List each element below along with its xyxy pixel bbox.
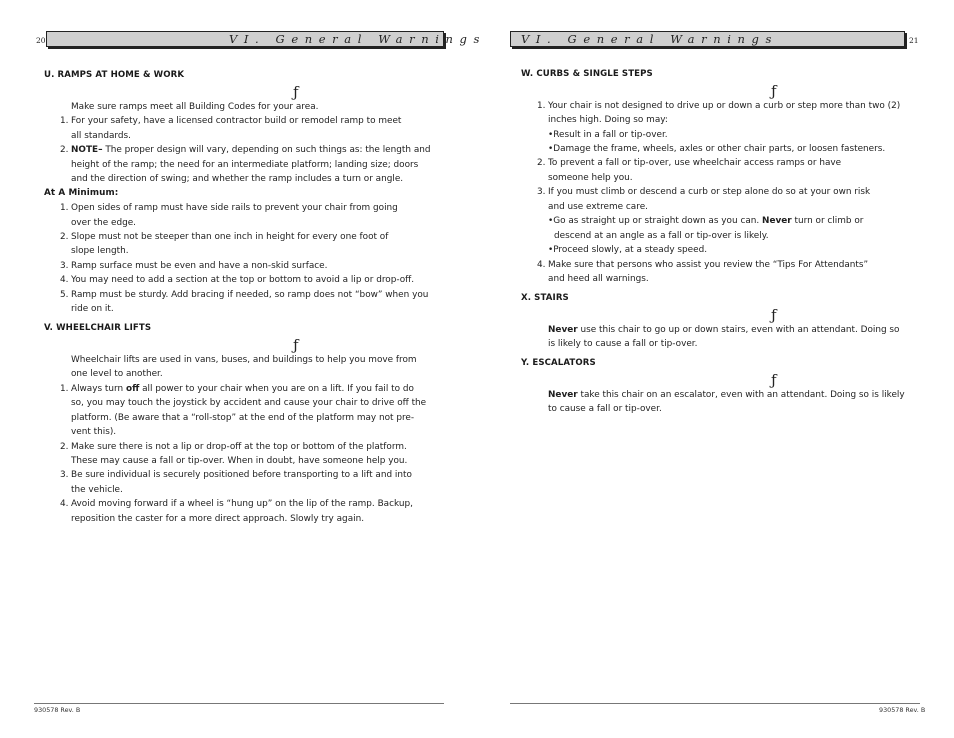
list-item: 1. Always turn off all power to your chair when you are on a lift. If you fail to do bbox=[60, 384, 414, 394]
footer-rule bbox=[510, 703, 920, 704]
text-line: over the edge. bbox=[71, 218, 137, 228]
warning-symbol-icon: ƒ bbox=[771, 82, 777, 100]
text-line: Never take this chair on an escalator, even with an attendant. Doing so is likely bbox=[548, 390, 905, 400]
text-line: These may cause a fall or tip-over. When in doubt, have someone help you. bbox=[71, 456, 408, 466]
bullet-item: •Go as straight up or straight down as you can. Never turn or climb or bbox=[548, 216, 864, 226]
text-line: and use extreme care. bbox=[548, 202, 648, 212]
footer-revision: 930578 Rev. B bbox=[879, 706, 926, 714]
text-line: platform. (Be aware that a “roll-stop” at the end of the platform may not pre- bbox=[71, 413, 415, 423]
footer-revision: 930578 Rev. B bbox=[34, 706, 81, 714]
text-line: inches high. Doing so may: bbox=[548, 115, 668, 125]
bullet-item: •Proceed slowly, at a steady speed. bbox=[548, 245, 708, 255]
text-line: Make sure ramps meet all Building Codes for your area. bbox=[71, 102, 319, 112]
list-item: 1. For your safety, have a licensed contractor build or remodel ramp to meet bbox=[60, 116, 402, 126]
text-line: Wheelchair lifts are used in vans, buses, and buildings to help you move from bbox=[71, 355, 417, 365]
text-line: and heed all warnings. bbox=[548, 274, 649, 284]
text-line: to cause a fall or tip-over. bbox=[548, 404, 662, 414]
bullet-item: •Result in a fall or tip-over. bbox=[548, 130, 668, 140]
warning-symbol-icon: ƒ bbox=[771, 371, 777, 389]
text-line: and the direction of swing; and whether the ramp includes a turn or angle. bbox=[71, 174, 404, 184]
subheading-minimum: At A Minimum: bbox=[44, 188, 119, 198]
warning-symbol-icon: ƒ bbox=[771, 306, 777, 324]
warning-symbol-icon: ƒ bbox=[293, 83, 299, 101]
list-item: 4. You may need to add a section at the top or bottom to avoid a lip or drop-off. bbox=[60, 275, 415, 285]
text-line: all standards. bbox=[71, 131, 132, 141]
text-line: height of the ramp; the need for an intermediate platform; landing size; doors bbox=[71, 160, 419, 170]
warning-symbol-icon: ƒ bbox=[293, 336, 299, 354]
list-item: 1. Open sides of ramp must have side rails to prevent your chair from going bbox=[60, 203, 398, 213]
chapter-header: VI. General Warnings bbox=[46, 31, 444, 47]
list-item: 2. Make sure there is not a lip or drop-off at the top or bottom of the platform. bbox=[60, 442, 407, 452]
text-line: slope length. bbox=[71, 246, 129, 256]
text-line: one level to another. bbox=[71, 369, 163, 379]
list-item: 4. Make sure that persons who assist you review the “Tips For Attendants” bbox=[537, 260, 869, 270]
list-item: 3. If you must climb or descend a curb or step alone do so at your own risk bbox=[537, 187, 871, 197]
text-line: so, you may touch the joystick by accident and cause your chair to drive off the bbox=[71, 398, 427, 408]
list-item: 4. Avoid moving forward if a wheel is “hung up” on the lip of the ramp. Backup, bbox=[60, 499, 413, 509]
list-item: 3. Be sure individual is securely positioned before transporting to a lift and into bbox=[60, 470, 412, 480]
list-item: 1. Your chair is not designed to drive up or down a curb or step more than two (2) bbox=[537, 101, 901, 111]
text-line: the vehicle. bbox=[71, 485, 123, 495]
list-item: 2. To prevent a fall or tip-over, use wheelchair access ramps or have bbox=[537, 158, 842, 168]
list-item: 2. NOTE– The proper design will vary, depending on such things as: the length and bbox=[60, 145, 431, 155]
text-line: ride on it. bbox=[71, 304, 114, 314]
section-heading-u: U. RAMPS AT HOME & WORK bbox=[44, 70, 185, 80]
text-line: vent this). bbox=[71, 427, 117, 437]
text-line: is likely to cause a fall or tip-over. bbox=[548, 339, 698, 349]
text-line: descend at an angle as a fall or tip-over is likely. bbox=[554, 231, 769, 241]
page-number: 21 bbox=[909, 36, 919, 45]
chapter-header: VI. General Warnings bbox=[510, 31, 905, 47]
text-line: Never use this chair to go up or down stairs, even with an attendant. Doing so bbox=[548, 325, 900, 335]
list-item: 5. Ramp must be sturdy. Add bracing if needed, so ramp does not “bow” when you bbox=[60, 290, 429, 300]
section-heading-v: V. WHEELCHAIR LIFTS bbox=[44, 323, 152, 333]
section-heading-y: Y. ESCALATORS bbox=[521, 358, 596, 368]
page-number: 20 bbox=[36, 36, 46, 45]
text-line: reposition the caster for a more direct approach. Slowly try again. bbox=[71, 514, 365, 524]
footer-rule bbox=[34, 703, 444, 704]
list-item: 2. Slope must not be steeper than one inch in height for every one foot of bbox=[60, 232, 389, 242]
section-heading-x: X. STAIRS bbox=[521, 293, 569, 303]
list-item: 3. Ramp surface must be even and have a non-skid surface. bbox=[60, 261, 328, 271]
right-page bbox=[477, 0, 954, 738]
section-heading-w: W. CURBS & SINGLE STEPS bbox=[521, 69, 653, 79]
text-line: someone help you. bbox=[548, 173, 633, 183]
bullet-item: •Damage the frame, wheels, axles or other chair parts, or loosen fasteners. bbox=[548, 144, 886, 154]
